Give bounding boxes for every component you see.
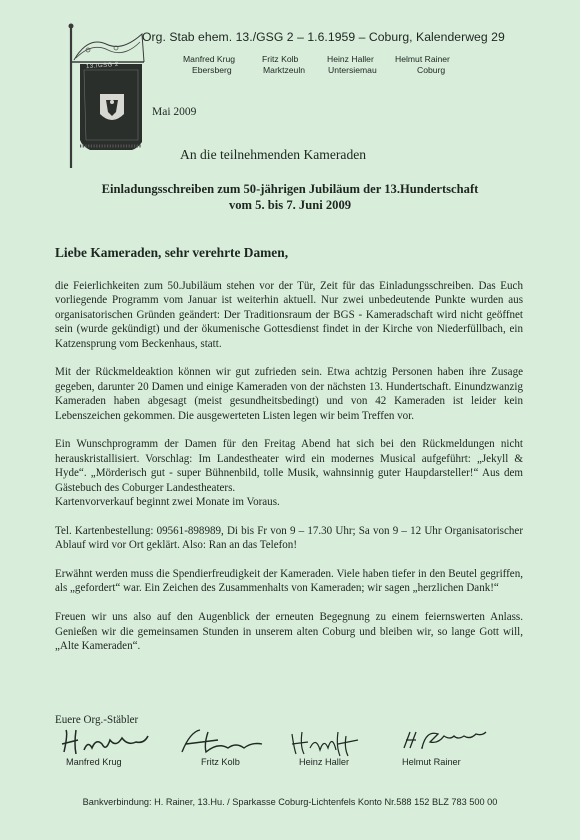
signature-haller-icon [288,726,366,760]
paragraph-6: Freuen wir uns also auf den Augenblick der erneuten Begegnung zu einem feiernswerten Anlass. Genießen wir die gemeinsamen Stunden in unserem alten Coburg und bleiben wir, so lange Gott will, „Alte Kameraden“. [55,611,523,653]
subject-line-2: vom 5. bis 7. Juni 2009 [228,198,352,212]
greeting: Liebe Kameraden, sehr verehrte Damen, [55,245,289,260]
banner-text: 13./GSG 2 [85,61,120,71]
member-4 [395,54,450,76]
member-town: Marktzeuln [263,65,306,75]
signatory-name-1: Manfred Krug [66,757,122,767]
paragraph-1: die Feierlichkeiten zum 50.Jubiläum stehen vor der Tür, Zeit für das Einladungsschreiben. Das Euch vorliegende Programm vom Januar ist weiterhin aktuell. Nur zwei unbedeutende Punkte wurden aus organisatorischen Gründen geändert: Der Traditionsraum der BGS - Kameradschaft wird nicht geöffnet sein (wurde gekündigt) und der ökumenische Gottesdienst findet in der Kirche von Niederfüllbach, ein Katzensprung vom Beckenhaus, statt. [55,280,523,350]
member-town: Untersiemau [328,65,377,75]
letter-date: Mai 2009 [152,106,197,118]
signature-kolb-icon [178,726,268,760]
member-town: Ebersberg [192,65,232,75]
subject-line-1: Einladungsschreiben zum 50-jährigen Jubiläum der 13.Hundertschaft [101,182,479,196]
paragraph-4: Tel. Kartenbestellung: 09561-898989, Di bis Fr von 9 – 17.30 Uhr; Sa von 9 – 12 Uhr Organisatorischer Ablauf wird vor Ort geklärt. Also: Ran an das Telefon! [55,524,523,552]
banner-emblem-icon [58,22,150,170]
member-3 [327,54,377,76]
member-1 [183,54,235,76]
paragraph-5: Erwähnt werden muss die Spendierfreudigkeit der Kameraden. Viele haben tiefer in den Beutel gegriffen, als „gefordert“ war. Ein Zeichen des Zusammenhalts von Kameraden; wir sagen „herzlichen Dank!“ [55,568,523,595]
member-2 [262,54,305,76]
letter-body [55,279,523,668]
member-name: Manfred Krug [183,54,236,64]
paragraph-3: Ein Wunschprogramm der Damen für den Freitag Abend hat sich bei den Rückmeldungen nicht herauskristallisiert. Vorschlag: Im Landestheater wird ein modernes Musical aufgeführt: „Jekyll & Hyde“. „Mörderisch gut - super Bühnenbild, tolle Musik, wahnsinnig guter Haupdarsteller!“ Aus dem Gästebuch des Coburger Landestheaters. Kartenvorverkauf beginnt zwei Monate im Voraus. [55,438,523,509]
signatory-name-4: Helmut Rainer [402,757,461,767]
member-name: Fritz Kolb [262,54,299,64]
org-header: Org. Stab ehem. 13./GSG 2 – 1.6.1959 – Coburg, Kalenderweg 29 [142,30,505,44]
closing: Euere Org.-Stäbler [55,714,139,726]
member-name: Heinz Haller [327,54,374,64]
addressee: An die teilnehmenden Kameraden [180,147,367,162]
member-town: Coburg [417,65,446,75]
signatory-name-3: Heinz Haller [299,757,350,767]
bank-details-footer: Bankverbindung: H. Rainer, 13.Hu. / Sparkasse Coburg-Lichtenfels Konto Nr.588 152 BLZ 783 500 00 [82,797,498,807]
signatory-name-2: Fritz Kolb [201,757,240,767]
signature-rainer-icon [398,726,490,756]
paragraph-2: Mit der Rückmeldeaktion können wir gut zufrieden sein. Etwa achtzig Personen haben ihre Zusage gegeben, darunter 20 Damen und einige Kameraden von der nächsten 13. Hundertschaft. Einundzwanzig Kameraden haben abgesagt (meist gesundheitsbedingt) und von 42 Kameraden ist leider kein Lebenszeichen gekommen. Die ausgewerteten Listen legen wir beim Treffen vor. [55,366,523,422]
signature-krug-icon [58,726,158,760]
member-name: Helmut Rainer [395,54,450,64]
subject [0,181,580,213]
